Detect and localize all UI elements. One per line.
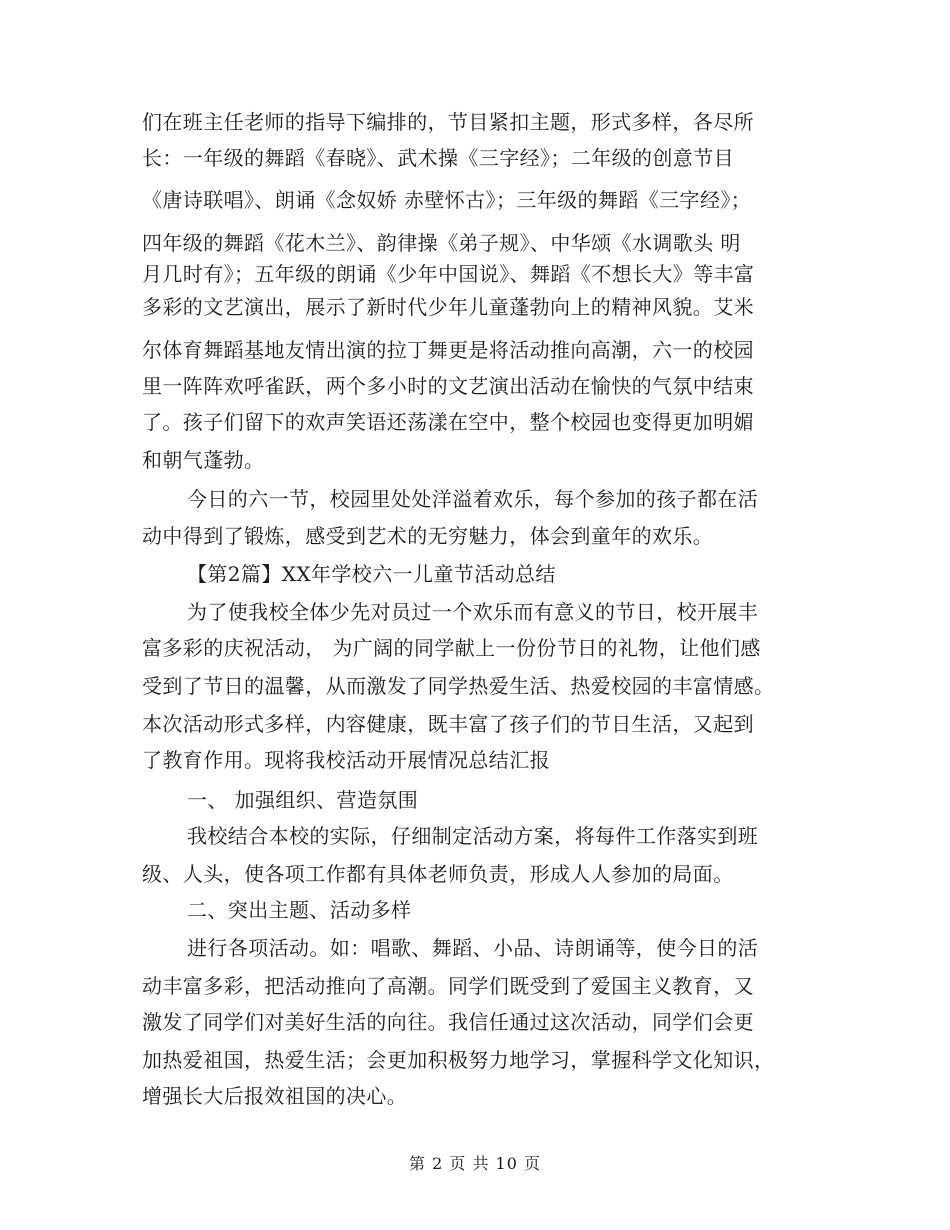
body-line: 动中得到了锻炼，感受到艺术的无穷魅力，体会到童年的欢乐。 bbox=[142, 524, 714, 548]
body-line: 级、人头，使各项工作都有具体老师负责，形成人人参加的局面。 bbox=[142, 862, 734, 886]
body-line: 增强长大后报效祖国的决心。 bbox=[142, 1084, 408, 1108]
body-line: 四年级的舞蹈《花木兰》、韵律操《弟子规》、中华颂《水调歌头 明 bbox=[142, 231, 741, 255]
body-line: 《唐诗联唱》、朗诵《念奴娇 赤壁怀古》；三年级的舞蹈《三字经》； bbox=[142, 188, 752, 212]
body-line: 激发了同学们对美好生活的向往。我信任通过这次活动，同学们会更 bbox=[142, 1010, 754, 1034]
body-line: 动丰富多彩，把活动推向了高潮。同学们既受到了爱国主义教育，又 bbox=[142, 974, 754, 998]
body-line: 尔体育舞蹈基地友情出演的拉丁舞更是将活动推向高潮，六一的校园 bbox=[142, 338, 754, 362]
body-line: 了。孩子们留下的欢声笑语还荡漾在空中，整个校园也变得更加明媚 bbox=[142, 410, 754, 434]
subsection-heading: 二、突出主题、活动多样 bbox=[187, 898, 412, 922]
body-line: 富多彩的庆祝活动， 为广阔的同学献上一份份节日的礼物，让他们感 bbox=[142, 636, 761, 660]
paragraph-first-line: 我校结合本校的实际，仔细制定活动方案，将每件工作落实到班 bbox=[187, 824, 759, 848]
paragraph-first-line: 今日的六一节，校园里处处洋溢着欢乐，每个参加的孩子都在活 bbox=[187, 487, 759, 511]
body-line: 月几时有》；五年级的朗诵《少年中国说》、舞蹈《不想长大》等丰富 bbox=[142, 262, 755, 286]
body-line: 里一阵阵欢呼雀跃，两个多小时的文艺演出活动在愉快的气氛中结束 bbox=[142, 374, 754, 398]
body-line: 加热爱祖国，热爱生活；会更加积极努力地学习，掌握科学文化知识， bbox=[142, 1048, 775, 1072]
body-line: 受到了节日的温馨，从而激发了同学热爱生活、热爱校园的丰富情感。 bbox=[142, 674, 775, 698]
body-line: 了教育作用。现将我校活动开展情况总结汇报 bbox=[142, 748, 550, 772]
body-line: 本次活动形式多样，内容健康，既丰富了孩子们的节日生活，又起到 bbox=[142, 712, 754, 736]
paragraph-first-line: 进行各项活动。如：唱歌、舞蹈、小品、诗朗诵等，使今日的活 bbox=[187, 936, 759, 960]
section-heading: 【第2篇】XX年学校六一儿童节活动总结 bbox=[187, 562, 556, 586]
body-line: 们在班主任老师的指导下编排的，节目紧扣主题，形式多样，各尽所 bbox=[142, 110, 754, 134]
body-line: 多彩的文艺演出，展示了新时代少年儿童蓬勃向上的精神风貌。艾米 bbox=[142, 295, 754, 319]
body-line: 长：一年级的舞蹈《春晓》、武术操《三字经》；二年级的创意节目 bbox=[142, 146, 734, 170]
page-number-footer: 第 2 页 共 10 页 bbox=[409, 1154, 541, 1173]
body-line: 和朝气蓬勃。 bbox=[142, 448, 265, 472]
paragraph-first-line: 为了使我校全体少先对员过一个欢乐而有意义的节日，校开展丰 bbox=[187, 600, 759, 624]
subsection-heading: 一、 加强组织、营造氛围 bbox=[187, 788, 419, 812]
